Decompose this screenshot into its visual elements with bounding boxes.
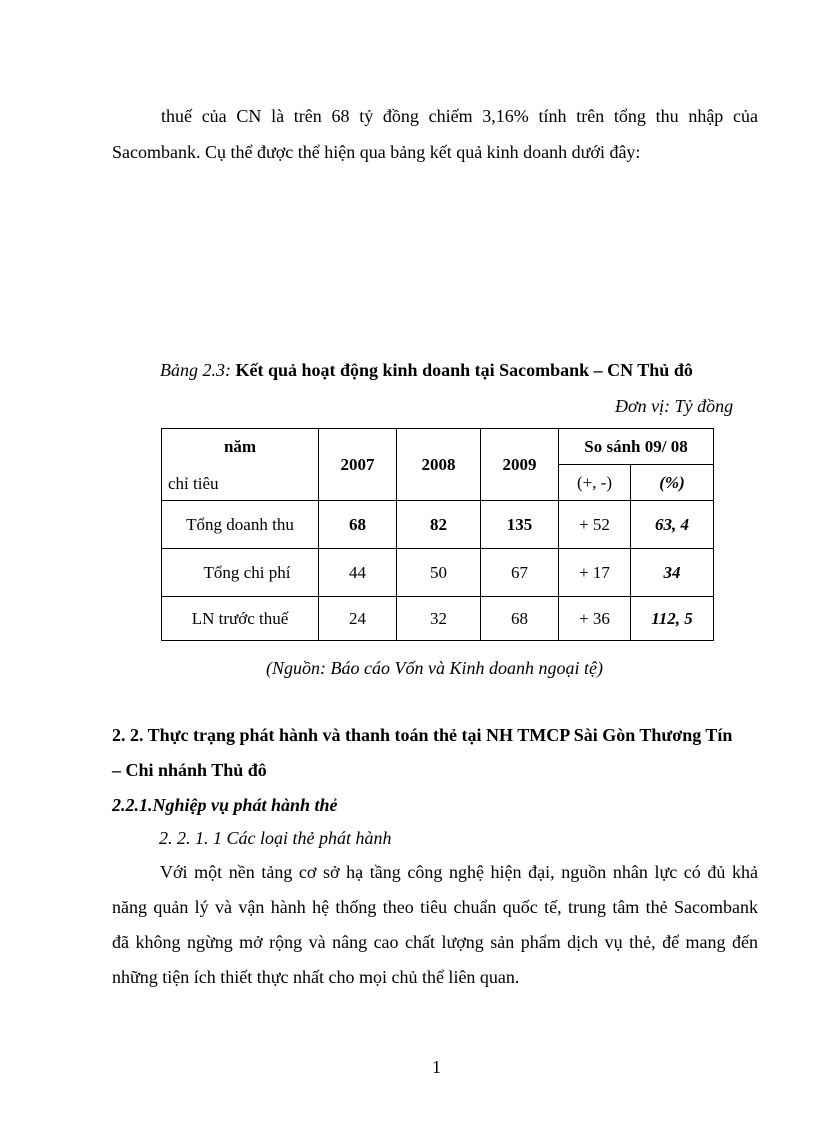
year-header: 2009	[481, 429, 559, 501]
body-line: những tiện ích thiết thực nhất cho mọi chủ thể liên quan.	[112, 967, 520, 987]
compare-pct-header: (%)	[631, 465, 714, 501]
table-header-row	[162, 429, 714, 465]
cell-pct: 63, 4	[631, 501, 714, 549]
page-number: 1	[432, 1057, 441, 1077]
table-row	[162, 501, 714, 549]
row-label: Tổng chi phí	[162, 549, 319, 597]
cell-2009: 135	[481, 501, 559, 549]
results-table	[161, 428, 714, 641]
cell-diff: + 17	[559, 549, 631, 597]
row-label: LN trước thuế	[162, 597, 319, 641]
cell-pct: 112, 5	[631, 597, 714, 641]
cell-2008: 32	[397, 597, 481, 641]
cell-2007: 44	[319, 549, 397, 597]
year-header: 2008	[397, 429, 481, 501]
cell-pct: 34	[631, 549, 714, 597]
subsubsection-heading: 2. 2. 1. 1 Các loại thẻ phát hành	[159, 828, 392, 848]
cell-2008: 50	[397, 549, 481, 597]
cell-2009: 68	[481, 597, 559, 641]
corner-header	[162, 429, 319, 501]
year-header: 2007	[319, 429, 397, 501]
table-row	[162, 549, 714, 597]
compare-diff-header: (+, -)	[559, 465, 631, 501]
body-line: năng quản lý và vận hành hệ thống theo tiêu chuẩn quốc tế, trung tâm thẻ Sacombank	[112, 897, 758, 917]
table-source: (Nguồn: Báo cáo Vốn và Kinh doanh ngoại tệ)	[266, 658, 603, 678]
section-heading-line-1: 2. 2. Thực trạng phát hành và thanh toán thẻ tại NH TMCP Sài Gòn Thương Tín	[112, 725, 733, 745]
cell-diff: + 52	[559, 501, 631, 549]
section-heading-line-2: – Chi nhánh Thủ đô	[112, 760, 267, 780]
cell-2007: 24	[319, 597, 397, 641]
corner-header-year: năm	[223, 437, 257, 456]
table-caption-prefix: Bảng 2.3:	[160, 360, 231, 380]
compare-header: So sánh 09/ 08	[559, 429, 714, 465]
cell-diff: + 36	[559, 597, 631, 641]
corner-header-indicator: chỉ tiêu	[168, 474, 219, 493]
unit-label: Đơn vị: Tỷ đồng	[615, 396, 734, 416]
intro-line-2: Sacombank. Cụ thể được thể hiện qua bảng kết quả kinh doanh dưới đây:	[112, 142, 641, 162]
body-line: đã không ngừng mở rộng và nâng cao chất lượng sản phẩm dịch vụ thẻ, để mang đến	[112, 932, 758, 952]
cell-2008: 82	[397, 501, 481, 549]
body-line: Với một nền tảng cơ sở hạ tầng công nghệ hiện đại, nguồn nhân lực có đủ khả	[160, 862, 758, 882]
table-row	[162, 597, 714, 641]
table-caption	[160, 360, 693, 381]
cell-2007: 68	[319, 501, 397, 549]
cell-2009: 67	[481, 549, 559, 597]
intro-line-1: thuế của CN là trên 68 tỷ đồng chiếm 3,16% tính trên tổng thu nhập của	[161, 106, 758, 126]
table-caption-title: Kết quả hoạt động kinh doanh tại Sacombank – CN Thủ đô	[231, 360, 693, 380]
row-label: Tổng doanh thu	[162, 501, 319, 549]
subsection-heading: 2.2.1.Nghiệp vụ phát hành thẻ	[112, 795, 338, 815]
